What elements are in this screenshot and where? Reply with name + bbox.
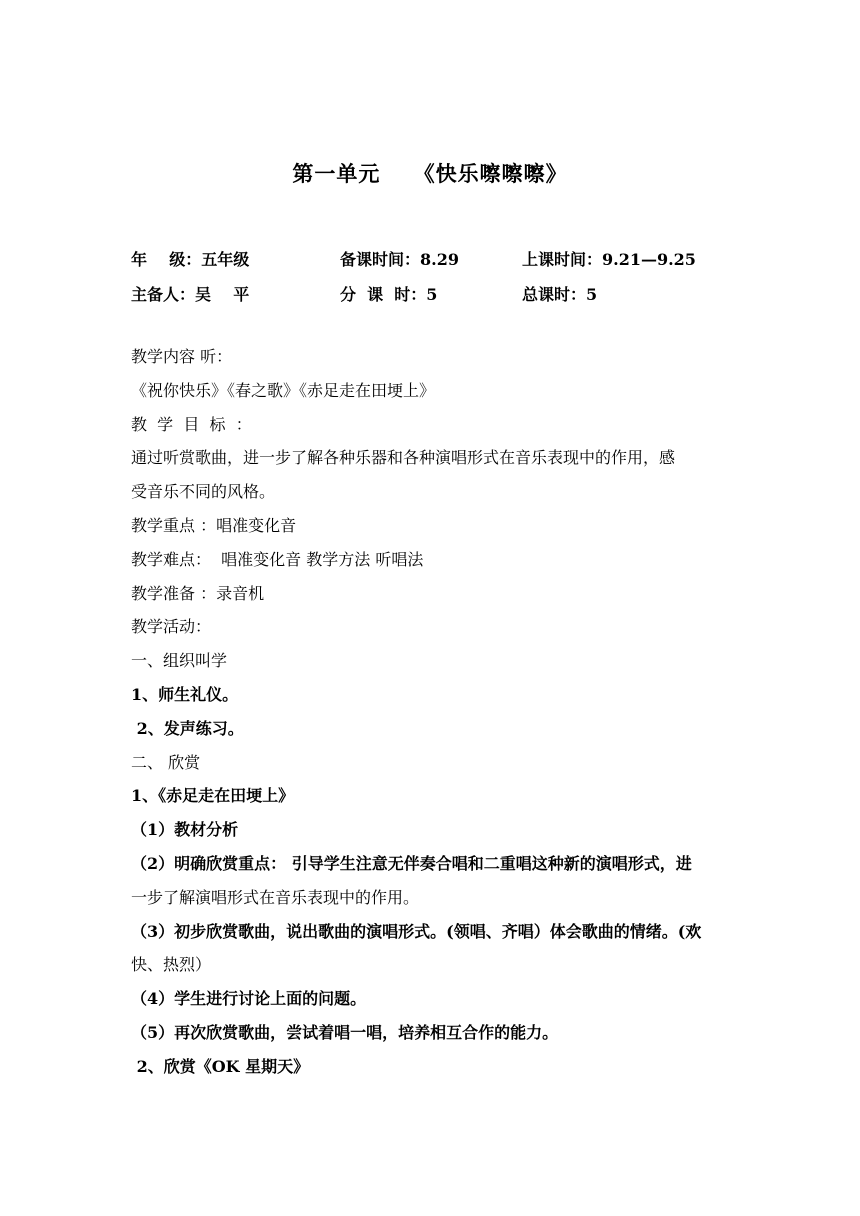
preparation: 教学准备 ：录音机 [131,583,265,603]
list-item-cont: 一步了解演唱形式在音乐表现中的作用。 [131,887,420,907]
teaching-content-heading: 教学内容 听： [131,347,233,366]
list-item: 2、欣赏《OK 星期天》 [131,1056,310,1076]
class-time-field: 上课时间：9.21—9.25 [522,250,696,269]
section-two-heading: 二、 欣赏 [131,752,201,772]
song-list: 《祝你快乐》《春之歌》《赤足走在田埂上》 [131,380,436,400]
teaching-goals-text-cont: 受音乐不同的风格。 [131,482,276,502]
list-item: （2）明确欣赏重点： 引导学生注意无伴奏合唱和二重唱这种新的演唱形式，进 [131,853,692,873]
grade-field: 年 级：五年级 [131,250,250,269]
page-title: 第一单元 《快乐嚓嚓嚓》 [292,161,568,186]
list-item: （1）教材分析 [131,820,239,840]
list-item-cont: 快、热烈） [131,955,212,975]
periods-field: 分 课 时：5 [340,285,438,304]
list-item: （5）再次欣赏歌曲，尝试着唱一唱，培养相互合作的能力。 [131,1022,559,1042]
preparer-field: 主备人：吴 平 [131,285,250,304]
key-points: 教学重点 ：唱准变化音 [131,515,297,535]
prep-time-field: 备课时间：8.29 [340,250,459,269]
lesson-body [131,340,731,1084]
list-item: 1、《赤足走在田埂上》 [131,786,295,806]
teaching-goals-text: 通过听赏歌曲，进一步了解各种乐器和各种演唱形式在音乐表现中的作用，感 [131,448,676,468]
total-periods-field: 总课时：5 [522,285,598,304]
list-item: 2、发声练习。 [131,718,244,738]
list-item: （3）初步欣赏歌曲，说出歌曲的演唱形式。(领唱、齐唱）体会歌曲的情绪。(欢 [131,921,702,941]
difficulties-and-method: 教学难点： 唱准变化音 教学方法 听唱法 [131,549,424,569]
section-one-heading: 一、组织叫学 [131,651,228,671]
list-item: 1、师生礼仪。 [131,684,239,704]
list-item: （4）学生进行讨论上面的问题。 [131,989,367,1009]
teaching-goals-heading: 教 学 目 标 ： [131,414,252,434]
activities-heading: 教学活动： [131,617,212,637]
